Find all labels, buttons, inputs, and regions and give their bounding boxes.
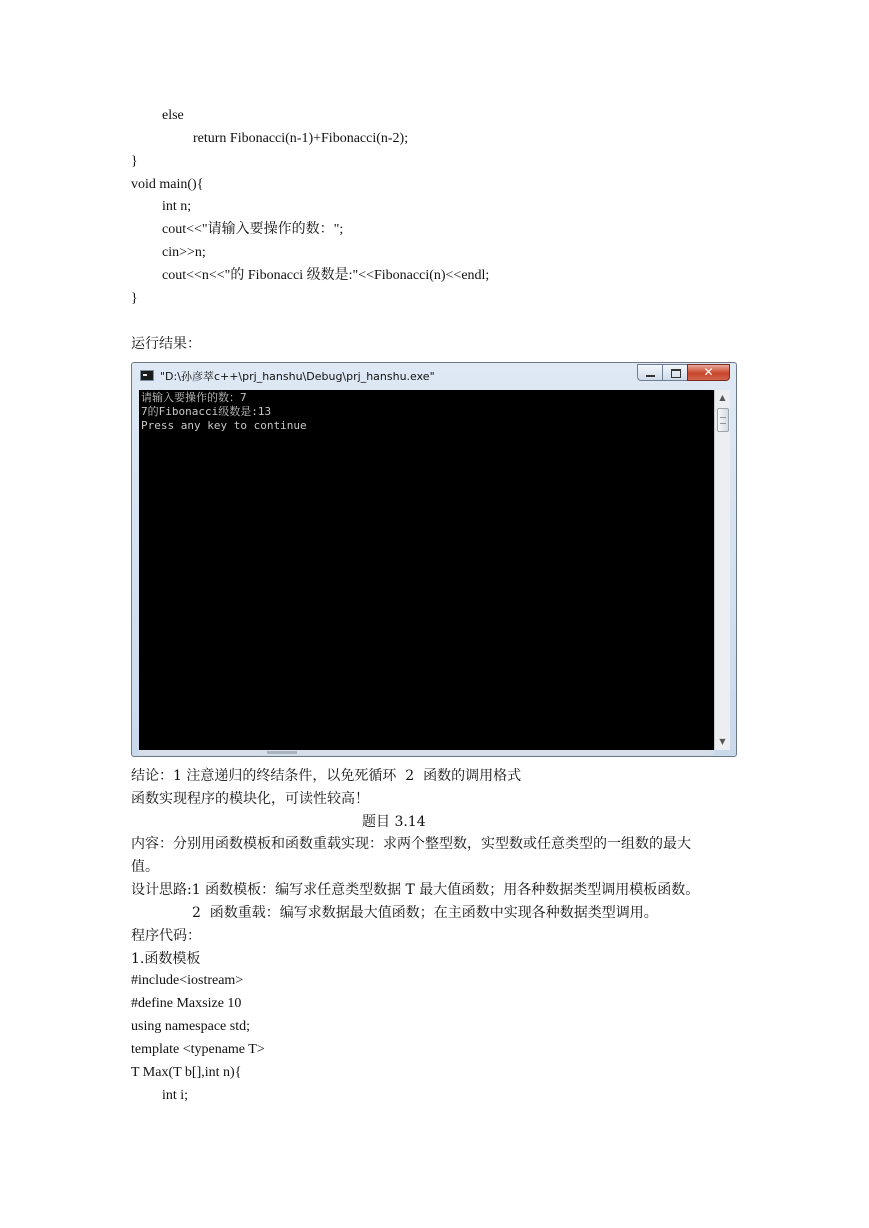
code-line: void main(){: [131, 177, 204, 192]
code-line: else: [162, 108, 184, 123]
design-line: 2 函数重载：编写求数据最大值函数；在主函数中实现各种数据类型调用。: [192, 905, 658, 921]
code-line: T Max(T b[],int n){: [131, 1065, 242, 1080]
run-result-label: 运行结果：: [131, 336, 201, 352]
program-code-label: 程序代码：: [131, 928, 201, 944]
code-line: return Fibonacci(n-1)+Fibonacci(n-2);: [193, 131, 409, 146]
vertical-scrollbar[interactable]: [714, 390, 730, 750]
code-line: cin>>n;: [162, 245, 206, 260]
window-title: "D:\孙彦萃c++\prj_hanshu\Debug\prj_hanshu.exe": [160, 370, 435, 383]
code-line: template <typename T>: [131, 1042, 265, 1057]
conclusion-line: 函数实现程序的模块化，可读性较高！: [131, 791, 369, 807]
design-line: 设计思路:1 函数模板：编写求任意类型数据 T 最大值函数；用各种数据类型调用模板函数。: [131, 882, 700, 898]
scroll-down-arrow-icon[interactable]: ▼: [719, 737, 726, 746]
title-bar[interactable]: [132, 363, 736, 389]
code-line: cout<<"请输入要操作的数：";: [162, 222, 344, 237]
code-line: cout<<n<<"的 Fibonacci 级数是:"<<Fibonacci(n)<<endl;: [162, 268, 490, 283]
problem-title: 题目 3.14: [362, 814, 426, 830]
code-line: #include<iostream>: [131, 973, 244, 988]
console-app-icon: [140, 370, 154, 381]
conclusion-line: 结论：1 注意递归的终结条件，以免死循环 2 函数的调用格式: [131, 768, 522, 784]
minimize-icon: [646, 375, 655, 377]
maximize-button[interactable]: [662, 364, 688, 381]
code-line: int n;: [162, 199, 192, 214]
content-line: 内容：分别用函数模板和函数重载实现：求两个整型数，实型数或任意类型的一组数的最大: [131, 836, 691, 852]
console-line: 请输入要操作的数：7: [141, 391, 247, 404]
code-line: 1.函数模板: [131, 951, 201, 967]
code-line: }: [131, 291, 138, 306]
console-output: [139, 390, 714, 750]
scroll-thumb[interactable]: [717, 408, 729, 432]
close-icon: ✕: [703, 365, 714, 379]
console-line: 7的Fibonacci级数是:13: [141, 405, 272, 418]
console-window: [131, 362, 737, 757]
code-line: #define Maxsize 10: [131, 996, 242, 1011]
code-line: int i;: [162, 1088, 189, 1103]
content-line: 值。: [131, 859, 159, 875]
scroll-up-arrow-icon[interactable]: ▲: [719, 393, 726, 402]
close-button[interactable]: [687, 364, 730, 381]
code-line: using namespace std;: [131, 1019, 250, 1034]
minimize-button[interactable]: [637, 364, 663, 381]
horizontal-scrollbar[interactable]: [139, 750, 714, 755]
horizontal-scroll-grip[interactable]: [267, 751, 297, 754]
console-line: Press any key to continue: [141, 419, 307, 432]
maximize-icon: [671, 369, 681, 378]
code-line: }: [131, 154, 138, 169]
